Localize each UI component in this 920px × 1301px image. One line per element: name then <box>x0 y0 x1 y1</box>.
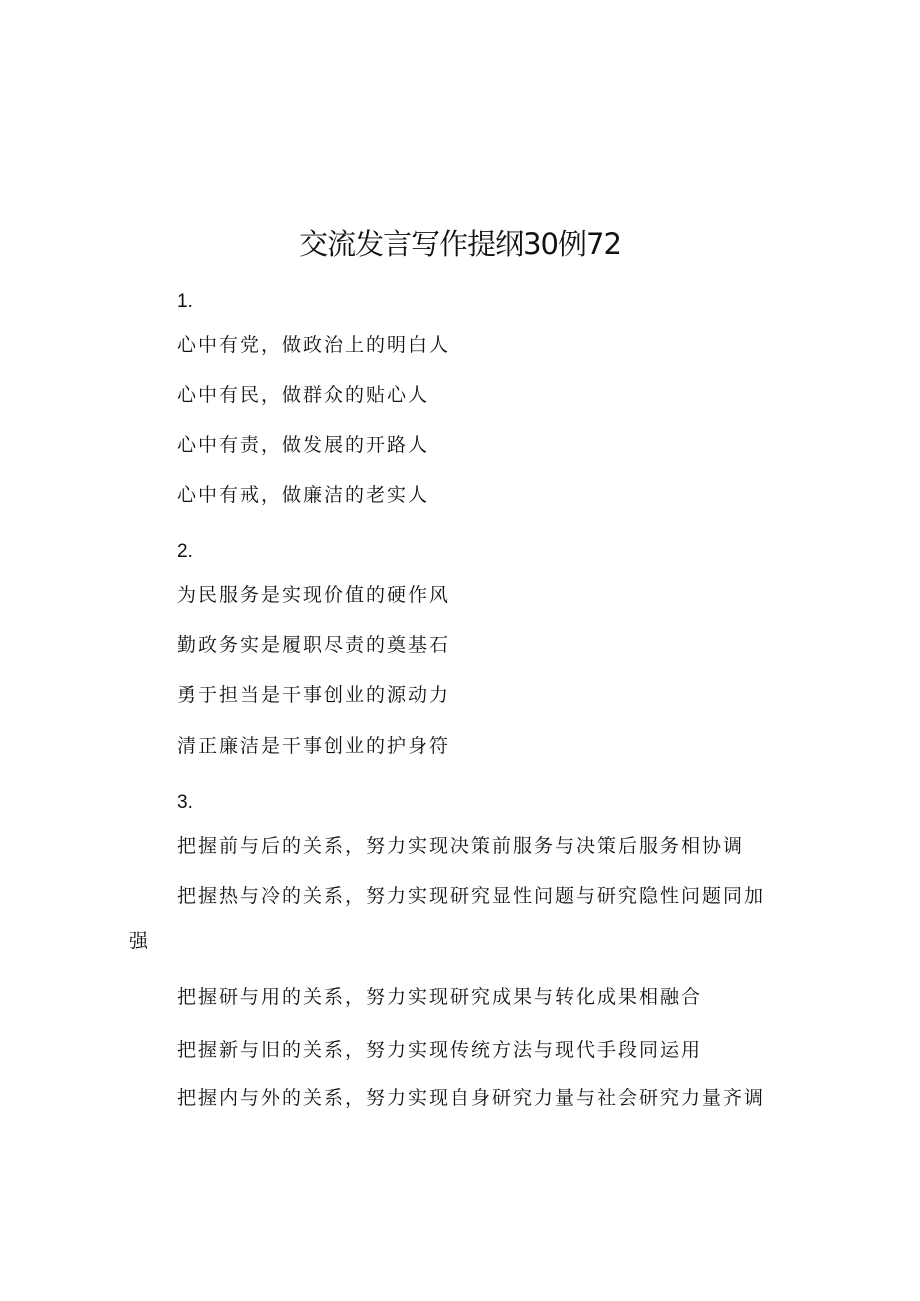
section-line: 把握新与旧的关系，努力实现传统方法与现代手段同运用 <box>177 1039 703 1061</box>
document-title: 交流发言写作提纲30例72 <box>299 227 621 261</box>
section-number: 1. <box>177 291 193 312</box>
section-line: 把握前与后的关系，努力实现决策前服务与决策后服务相协调 <box>177 835 745 857</box>
section-line: 心中有党，做政治上的明白人 <box>177 334 451 356</box>
section-line: 把握热与冷的关系，努力实现研究显性问题与研究隐性问题同加 <box>177 885 766 907</box>
section-number: 2. <box>177 541 193 562</box>
section-line: 为民服务是实现价值的硬作风 <box>177 584 451 606</box>
section-line: 心中有民，做群众的贴心人 <box>177 384 430 406</box>
section-line: 清正廉洁是干事创业的护身符 <box>177 735 451 757</box>
section-line: 把握研与用的关系，努力实现研究成果与转化成果相融合 <box>177 986 703 1008</box>
section-line: 勤政务实是履职尽责的奠基石 <box>177 634 451 656</box>
section-line: 把握内与外的关系，努力实现自身研究力量与社会研究力量齐调 <box>177 1087 766 1109</box>
section-line-continuation: 强 <box>129 930 149 952</box>
section-line: 心中有责，做发展的开路人 <box>177 434 430 456</box>
section-line: 勇于担当是干事创业的源动力 <box>177 684 451 706</box>
section-number: 3. <box>177 792 193 813</box>
section-line: 心中有戒，做廉洁的老实人 <box>177 484 430 506</box>
